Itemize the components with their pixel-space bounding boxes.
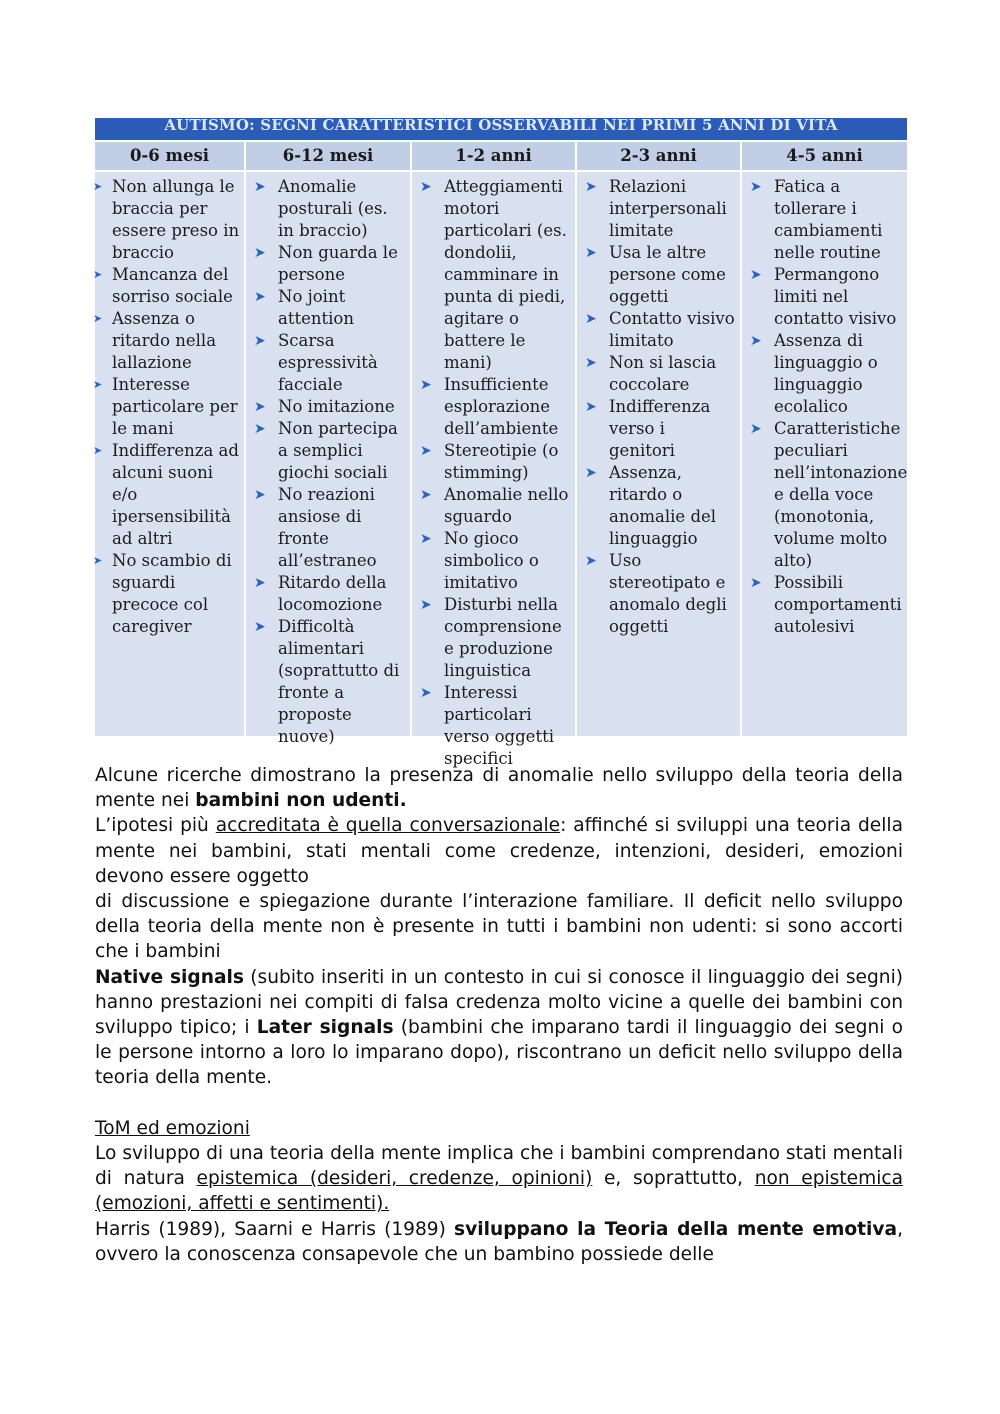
bullet-icon: ➤ bbox=[750, 575, 762, 591]
autism-signs-table-figure bbox=[93, 116, 908, 768]
header-4-5-anni: 4-5 anni bbox=[786, 146, 863, 165]
list-item: ➤ Indifferenza verso i genitori bbox=[585, 397, 711, 460]
list-item: ➤ Uso stereotipato e anomalo degli oggetti bbox=[585, 551, 727, 636]
table-body bbox=[93, 172, 908, 768]
list-item: ➤ No joint attention bbox=[254, 287, 354, 328]
bullet-icon: ➤ bbox=[254, 289, 266, 305]
bullet-icon: ➤ bbox=[254, 179, 266, 195]
list-item: ➤ Assenza di linguaggio o linguaggio ecolalico bbox=[750, 331, 878, 416]
bullet-icon: ➤ bbox=[585, 245, 597, 261]
list-item: ➤ Possibili comportamenti autolesivi bbox=[750, 573, 902, 636]
header-2-3-anni: 2-3 anni bbox=[577, 142, 742, 170]
paragraph: Alcune ricerche dimostrano la presenza di anomalie nello sviluppo della teoria della mente nei bambini non udenti. bbox=[95, 765, 903, 812]
list-item: ➤ Mancanza del sorriso sociale bbox=[93, 265, 233, 306]
list-item: ➤ Assenza, ritardo o anomalie del linguaggio bbox=[585, 463, 717, 548]
list-item: ➤ Interessi particolari verso oggetti specifici bbox=[420, 683, 554, 768]
table-title: AUTISMO: SEGNI CARATTERISTICI OSSERVABILI NEI PRIMI 5 ANNI DI VITA bbox=[95, 118, 907, 140]
bullet-icon: ➤ bbox=[420, 377, 432, 393]
bullet-icon: ➤ bbox=[750, 179, 762, 195]
list-item: ➤ Ritardo della locomozione bbox=[254, 573, 387, 614]
document-body bbox=[95, 763, 903, 1267]
bullet-icon: ➤ bbox=[420, 443, 432, 459]
bullet-icon: ➤ bbox=[254, 619, 266, 635]
column-2-3-anni bbox=[577, 172, 742, 738]
bullet-icon: ➤ bbox=[585, 553, 597, 569]
list-item: ➤ Disturbi nella comprensione e produzione linguistica bbox=[420, 595, 562, 680]
paragraph: L’ipotesi più accreditata è quella conversazionale: affinché si sviluppi una teoria della mente nei bambini, stati mentali come credenze, intenzioni, desideri, emozioni devono essere oggetto bbox=[95, 815, 903, 887]
list-item: ➤ Stereotipie (o stimming) bbox=[420, 441, 559, 482]
list-item: ➤ Permangono limiti nel contatto visivo bbox=[750, 265, 897, 328]
bullet-icon: ➤ bbox=[254, 399, 266, 415]
bullet-icon: ➤ bbox=[254, 575, 266, 591]
header-6-12-mesi: 6-12 mesi bbox=[246, 142, 412, 170]
bullet-icon: ➤ bbox=[585, 311, 597, 327]
header-0-6-mesi: 0-6 mesi bbox=[95, 142, 246, 170]
column-0-6-mesi bbox=[95, 172, 246, 738]
column-6-12-mesi bbox=[246, 172, 412, 746]
list-item: ➤ Non partecipa a semplici giochi sociali bbox=[254, 419, 398, 482]
list-item: ➤ No imitazione bbox=[254, 397, 395, 416]
bullet-icon: ➤ bbox=[93, 312, 103, 325]
bullet-icon: ➤ bbox=[420, 597, 432, 613]
bullet-icon: ➤ bbox=[420, 531, 432, 547]
bullet-icon: ➤ bbox=[585, 355, 597, 371]
bullet-icon: ➤ bbox=[93, 268, 103, 281]
header-1-2-anni: 1-2 anni bbox=[412, 142, 577, 170]
bullet-icon: ➤ bbox=[585, 179, 597, 195]
list-item: ➤ Contatto visivo limitato bbox=[585, 309, 735, 350]
bullet-icon: ➤ bbox=[750, 421, 762, 437]
list-item: ➤ Non guarda le persone bbox=[254, 243, 398, 284]
list-item: ➤ No scambio di sguardi precoce col caregiver bbox=[93, 551, 232, 636]
bullet-icon: ➤ bbox=[254, 333, 266, 349]
list-item: ➤ Scarsa espressività facciale bbox=[254, 331, 378, 394]
list-item: ➤ Assenza o ritardo nella lallazione bbox=[93, 309, 217, 372]
table-header-row bbox=[95, 140, 907, 172]
blank-line bbox=[95, 1091, 903, 1116]
paragraph: Lo sviluppo di una teoria della mente implica che i bambini comprendano stati mentali di natura epistemica (desideri, credenze, opinioni) e, soprattutto, non epistemica (emozioni, affetti e sentimenti). bbox=[95, 1143, 903, 1215]
bullet-icon: ➤ bbox=[585, 399, 597, 415]
list-item: ➤ Interesse particolare per le mani bbox=[93, 375, 238, 438]
bullet-icon: ➤ bbox=[93, 378, 103, 391]
list-item: ➤ Difficoltà alimentari (soprattutto di fronte a proposte nuove) bbox=[254, 617, 400, 746]
bullet-icon: ➤ bbox=[93, 180, 103, 193]
paragraph: Native signals (subito inseriti in un contesto in cui si conosce il linguaggio dei segni) hanno prestazioni nei compiti di falsa credenza molto vicine a quelle dei bambini con sviluppo tipico; i Later signals (bambini che imparano tardi il linguaggio dei segni o le persone intorno a loro lo imparano dopo), riscontrano un deficit nello sviluppo della teoria della mente. bbox=[95, 966, 903, 1089]
column-1-2-anni bbox=[412, 172, 577, 768]
bullet-icon: ➤ bbox=[254, 245, 266, 261]
bullet-icon: ➤ bbox=[420, 179, 432, 195]
paragraph: di discussione e spiegazione durante l’interazione familiare. Il deficit nello sviluppo della teoria della mente non è presente in tutti i bambini non udenti: si sono accorti che i bambini bbox=[95, 891, 903, 963]
bullet-icon: ➤ bbox=[93, 444, 103, 457]
list-item: ➤ Anomalie nello sguardo bbox=[420, 485, 569, 526]
bullet-icon: ➤ bbox=[585, 465, 597, 481]
bullet-icon: ➤ bbox=[750, 267, 762, 283]
list-item: ➤ Relazioni interpersonali limitate bbox=[585, 177, 727, 240]
bullet-icon: ➤ bbox=[420, 487, 432, 503]
list-item: ➤ Fatica a tollerare i cambiamenti nelle routine bbox=[750, 177, 883, 262]
list-item: ➤ Non si lascia coccolare bbox=[585, 353, 717, 394]
list-item: ➤ Usa le altre persone come oggetti bbox=[585, 243, 726, 306]
paragraph: Harris (1989), Saarni e Harris (1989) sviluppano la Teoria della mente emotiva, ovvero la conoscenza consapevole che un bambino possiede delle bbox=[95, 1218, 903, 1265]
bullet-icon: ➤ bbox=[254, 421, 266, 437]
bullet-icon: ➤ bbox=[420, 685, 432, 701]
list-item: ➤ Non allunga le braccia per essere preso in braccio bbox=[93, 177, 240, 262]
list-item: ➤ Caratteristiche peculiari nell’intonazione e della voce (monotonia, volume molto alto) bbox=[750, 419, 908, 570]
list-item: ➤ Insufficiente esplorazione dell’ambiente bbox=[420, 375, 559, 438]
bullet-icon: ➤ bbox=[750, 333, 762, 349]
column-4-5-anni bbox=[742, 172, 907, 738]
list-item: ➤ No gioco simbolico o imitativo bbox=[420, 529, 539, 592]
list-item: ➤ Atteggiamenti motori particolari (es. dondolii, camminare in punta di piedi, agitare o battere le mani) bbox=[420, 177, 567, 372]
list-item: ➤ Anomalie posturali (es. in braccio) bbox=[254, 177, 388, 240]
bullet-icon: ➤ bbox=[254, 487, 266, 503]
list-item: ➤ Indifferenza ad alcuni suoni e/o ipersensibilità ad altri bbox=[93, 441, 239, 548]
bullet-icon: ➤ bbox=[93, 554, 103, 567]
section-heading: ToM ed emozioni bbox=[95, 1117, 250, 1139]
list-item: ➤ No reazioni ansiose di fronte all’estraneo bbox=[254, 485, 377, 570]
